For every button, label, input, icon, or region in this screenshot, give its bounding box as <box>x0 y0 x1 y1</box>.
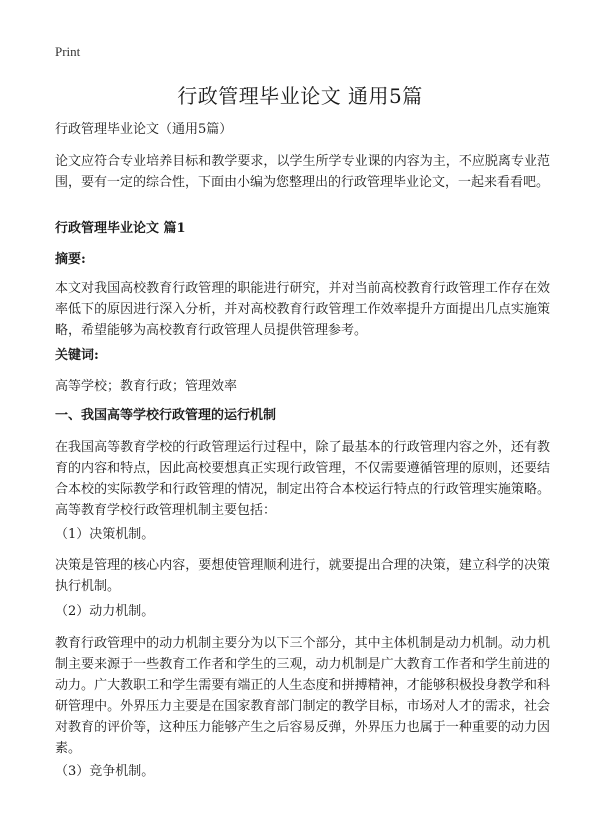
abstract-label: 摘要: <box>55 252 86 267</box>
document-subtitle: 行政管理毕业论文（通用5篇） <box>55 122 233 137</box>
keywords-text: 高等学校；教育行政；管理效率 <box>55 379 238 394</box>
print-label: Print <box>55 44 81 59</box>
keywords-label: 关键词: <box>55 348 99 363</box>
list-item-1: （1）决策机制。 <box>55 527 155 542</box>
heading-1: 一、我国高等学校行政管理的运行机制 <box>55 408 277 423</box>
paragraph-1: 在我国高等教育学校的行政管理运行过程中，除了最基本的行政管理内容之外，还有教育的内容和特点，因此高校要想真正实现行政管理，不仅需要遵循管理的原则，还要结合本校的实际教学和行政管理的情况，制定出符合本校运行特点的行政管理实施策略。高等教育学校行政管理机制主要包括： <box>55 440 550 518</box>
paragraph-3: 教育行政管理中的动力机制主要分为以下三个部分，其中主体机制是动力机制。动力机制主要来源于一些教育工作者和学生的三观，动力机制是广大教育工作者和学生前进的动力。广大教职工和学生需要有端正的人生态度和拼搏精神，才能够积极投身教学和科研管理中。外界压力主要是在国家教育部门制定的教学目标，市场对人才的需求，社会对教育的评价等，这种压力能够产生之后容易反弹，外界压力也属于一种重要的动力因素。 <box>55 636 550 756</box>
abstract-paragraph: 本文对我国高校教育行政管理的职能进行研究，并对当前高校教育行政管理工作存在效率低下的原因进行深入分析，并对高校教育行政管理工作效率提升方面提出几点实施策略，希望能够为高校教育行政管理人员提供管理参考。 <box>55 281 550 338</box>
list-item-2: （2）动力机制。 <box>55 604 155 619</box>
intro-paragraph: 论文应符合专业培养目标和教学要求，以学生所学专业课的内容为主，不应脱离专业范围，要有一定的综合性，下面由小编为您整理出的行政管理毕业论文，一起来看看吧。 <box>55 154 550 190</box>
section-heading: 行政管理毕业论文 篇1 <box>55 221 186 236</box>
list-item-3: （3）竞争机制。 <box>55 764 155 779</box>
paragraph-2: 决策是管理的核心内容，要想使管理顺利进行，就要提出合理的决策，建立科学的决策执行机制。 <box>55 558 550 594</box>
document-title: 行政管理毕业论文 通用5篇 <box>177 84 423 108</box>
